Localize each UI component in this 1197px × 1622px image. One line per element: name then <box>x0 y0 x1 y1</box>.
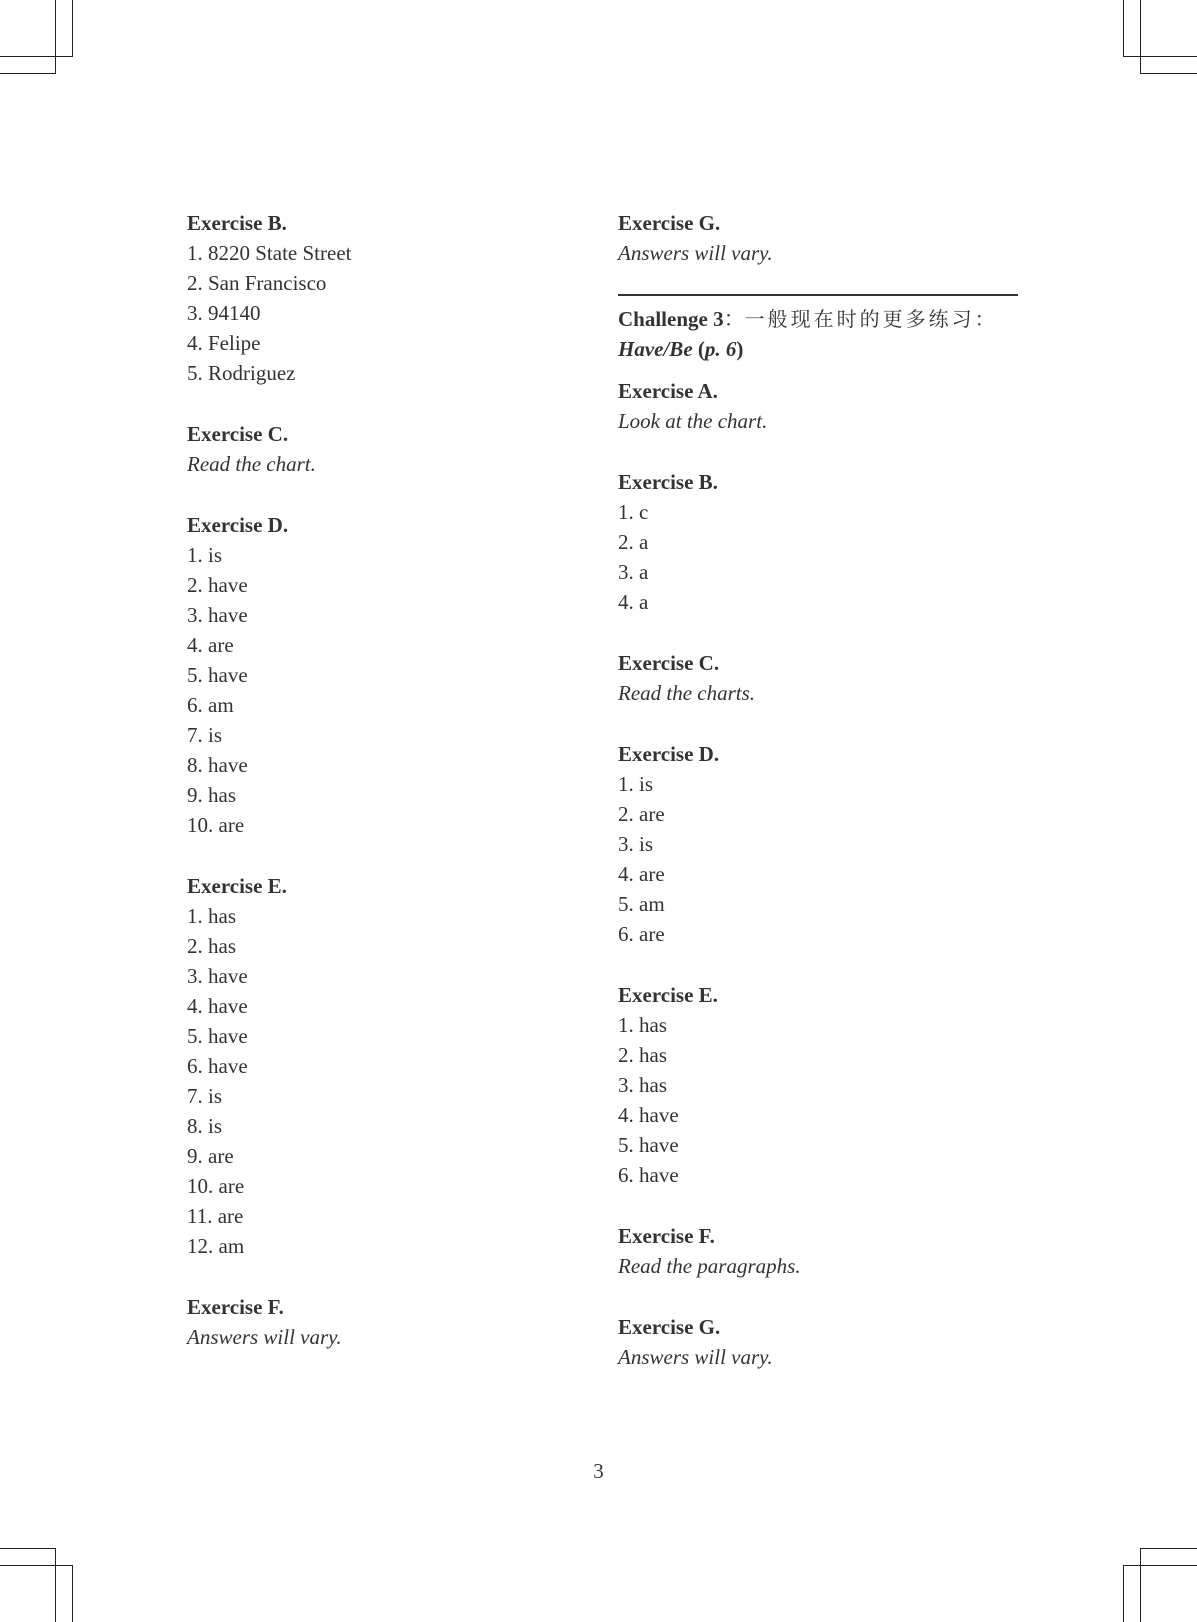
answer-item: 2. has <box>187 934 236 958</box>
answer-item: 2. are <box>618 802 665 826</box>
answer-item: 6. are <box>618 922 665 946</box>
section-heading: Exercise G. <box>618 211 721 235</box>
answer-item: 5. have <box>187 663 248 687</box>
section-note: Answers will vary. <box>187 1325 342 1349</box>
answer-item: 1. c <box>618 500 649 524</box>
answer-section <box>618 980 1018 1190</box>
answer-item: 1. has <box>618 1013 667 1037</box>
answer-section <box>618 1312 1018 1372</box>
section-heading: Exercise E. <box>618 983 718 1007</box>
section-note: Read the paragraphs. <box>618 1254 801 1278</box>
answer-section <box>187 871 547 1261</box>
section-note: Read the charts. <box>618 681 756 705</box>
answer-item: 9. has <box>187 783 236 807</box>
crop-mark <box>1123 1565 1124 1622</box>
section-note: Read the chart. <box>187 452 316 476</box>
answer-section <box>618 376 1018 436</box>
answer-item: 5. am <box>618 892 665 916</box>
answer-item: 11. are <box>187 1204 244 1228</box>
answer-item: 2. a <box>618 530 649 554</box>
answer-section <box>187 510 547 840</box>
challenge-chinese-title: 一般现在时的更多练习： <box>744 307 998 331</box>
answer-item: 4. a <box>618 590 649 614</box>
answer-item: 8. is <box>187 1114 223 1138</box>
answer-item: 1. 8220 State Street <box>187 241 352 265</box>
answer-item: 5. have <box>187 1024 248 1048</box>
crop-mark <box>0 73 56 74</box>
section-heading: Exercise C. <box>187 422 289 446</box>
crop-mark <box>1140 1548 1197 1549</box>
answer-item: 8. have <box>187 753 248 777</box>
answer-item: 6. am <box>187 693 234 717</box>
section-note: Answers will vary. <box>618 1345 773 1369</box>
section-heading: Exercise G. <box>618 1315 721 1339</box>
answer-item: 10. are <box>187 813 245 837</box>
answer-item: 4. have <box>618 1103 679 1127</box>
answer-item: 7. is <box>187 1084 223 1108</box>
crop-mark <box>1123 56 1197 57</box>
answer-section <box>618 648 1018 708</box>
page-number: 3 <box>593 1459 604 1483</box>
crop-mark <box>1140 0 1141 74</box>
answer-item: 10. are <box>187 1174 245 1198</box>
crop-mark <box>1140 73 1197 74</box>
answer-section <box>618 208 1018 268</box>
challenge-paren-close: ) <box>736 337 744 361</box>
crop-mark <box>0 1548 56 1549</box>
challenge-label: Challenge 3 <box>618 307 724 331</box>
section-heading: Exercise F. <box>187 1295 284 1319</box>
answer-item: 3. have <box>187 603 248 627</box>
answer-item: 2. has <box>618 1043 667 1067</box>
section-heading: Exercise E. <box>187 874 287 898</box>
answer-item: 4. are <box>187 633 234 657</box>
answer-item: 2. have <box>187 573 248 597</box>
answer-item: 6. have <box>187 1054 248 1078</box>
answer-item: 7. is <box>187 723 223 747</box>
answer-section <box>618 739 1018 949</box>
answer-item: 1. has <box>187 904 236 928</box>
section-heading: Exercise F. <box>618 1224 715 1248</box>
answer-section <box>187 1292 547 1352</box>
right-column <box>618 208 1018 1403</box>
answer-item: 5. have <box>618 1133 679 1157</box>
answer-item: 9. are <box>187 1144 234 1168</box>
challenge-title <box>618 304 1018 364</box>
crop-mark <box>0 56 73 57</box>
section-note: Answers will vary. <box>618 241 773 265</box>
answer-item: 1. is <box>187 543 223 567</box>
answer-item: 4. have <box>187 994 248 1018</box>
answer-item: 12. am <box>187 1234 245 1258</box>
left-column <box>187 208 547 1383</box>
answer-item: 1. is <box>618 772 654 796</box>
answer-item: 3. 94140 <box>187 301 261 325</box>
answer-item: 2. San Francisco <box>187 271 327 295</box>
answer-item: 3. is <box>618 832 654 856</box>
answer-item: 3. has <box>618 1073 667 1097</box>
section-note: Look at the chart. <box>618 409 768 433</box>
crop-mark <box>72 0 73 56</box>
answer-item: 4. Felipe <box>187 331 261 355</box>
section-divider <box>618 294 1018 296</box>
challenge-subtitle: Have/Be <box>618 337 693 361</box>
crop-mark <box>1140 1548 1141 1622</box>
crop-mark <box>55 0 56 74</box>
crop-mark <box>1123 1565 1197 1566</box>
crop-mark <box>55 1548 56 1622</box>
section-heading: Exercise B. <box>187 211 287 235</box>
answer-item: 3. have <box>187 964 248 988</box>
section-heading: Exercise D. <box>618 742 720 766</box>
crop-mark <box>0 1565 73 1566</box>
answer-item: 4. are <box>618 862 665 886</box>
answer-item: 3. a <box>618 560 649 584</box>
challenge-page-ref: p. 6 <box>704 337 737 361</box>
answer-section <box>618 467 1018 617</box>
section-heading: Exercise D. <box>187 513 289 537</box>
crop-mark <box>72 1565 73 1622</box>
section-heading: Exercise B. <box>618 470 718 494</box>
answer-section <box>187 419 547 479</box>
section-heading: Exercise C. <box>618 651 720 675</box>
crop-mark <box>1123 0 1124 56</box>
answer-section <box>187 208 547 388</box>
challenge-paren-open: ( <box>692 337 705 361</box>
answer-item: 5. Rodriguez <box>187 361 296 385</box>
answer-section <box>618 1221 1018 1281</box>
section-heading: Exercise A. <box>618 379 718 403</box>
answer-item: 6. have <box>618 1163 679 1187</box>
challenge-separator: ： <box>723 307 745 331</box>
